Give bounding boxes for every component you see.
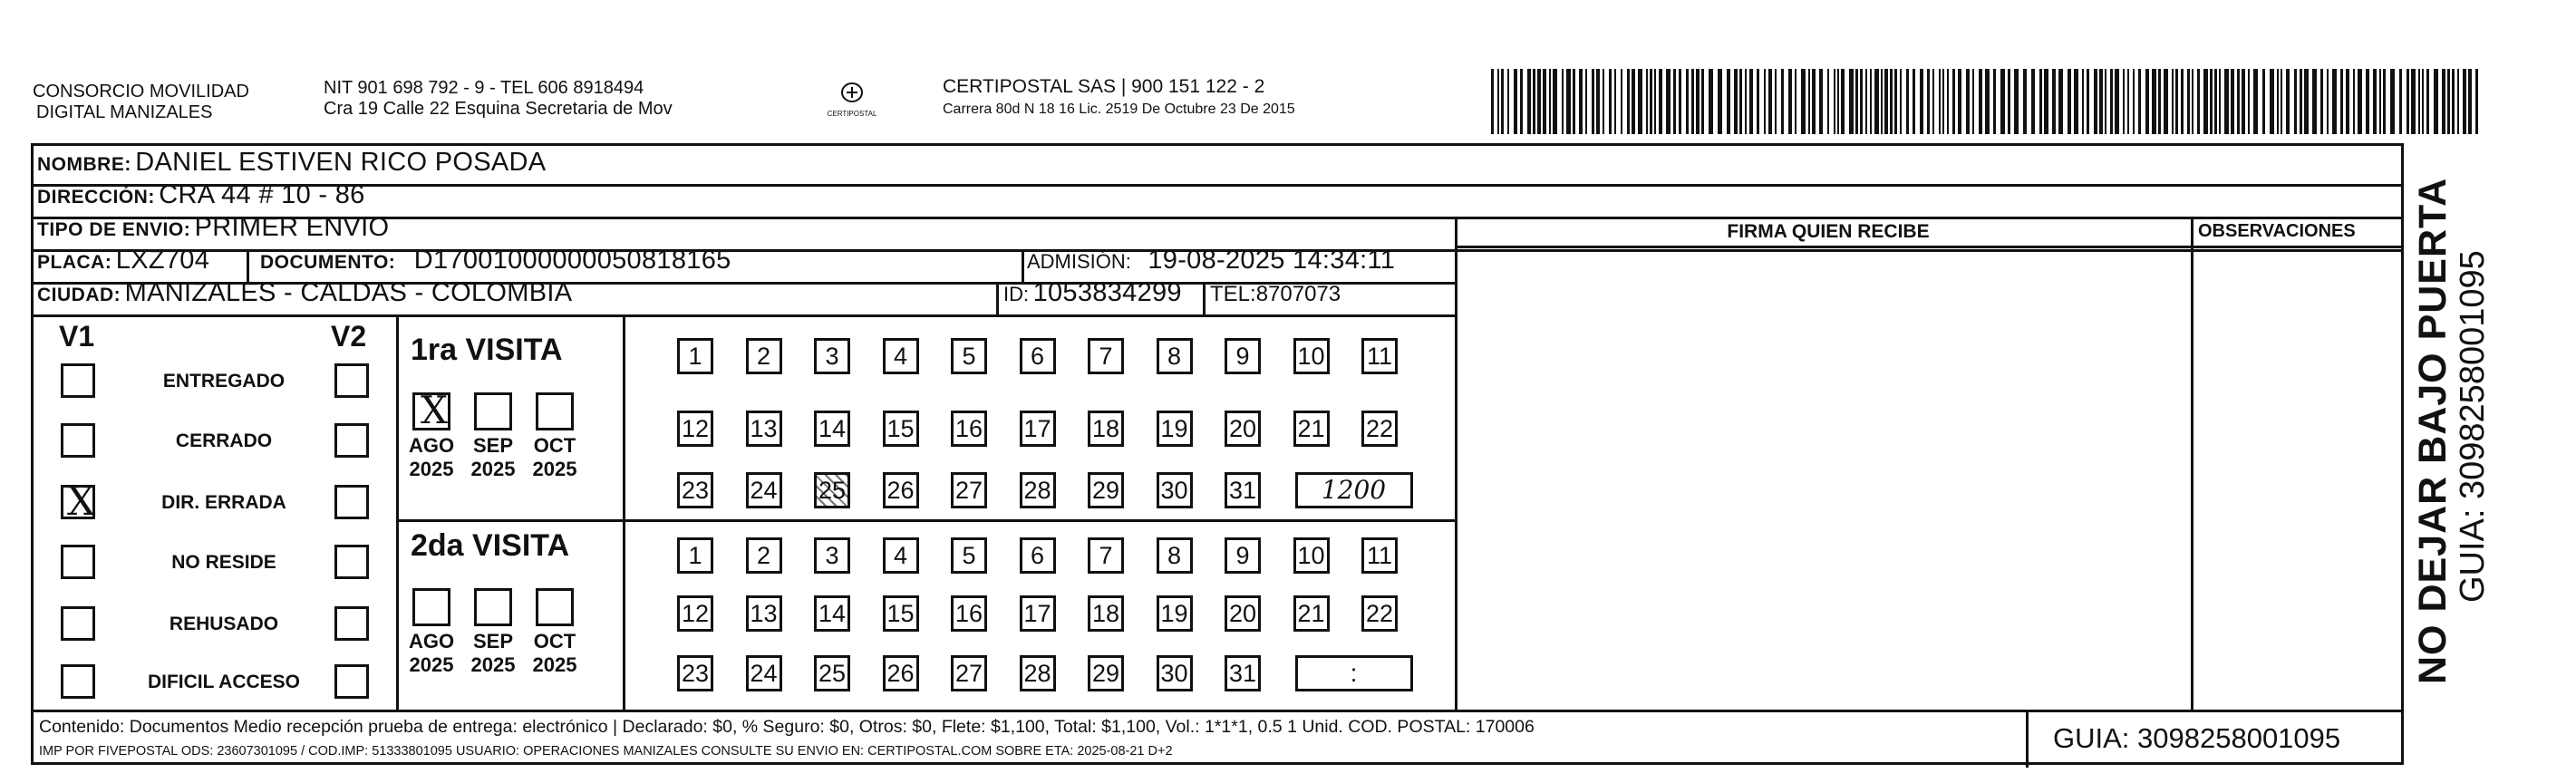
v2-checkbox-entregado[interactable] xyxy=(334,363,369,398)
observaciones-label: OBSERVACIONES xyxy=(2198,221,2356,241)
second-visit-day-9[interactable]: 9 xyxy=(1225,537,1261,574)
first-visit-title: 1ra VISITA xyxy=(411,333,563,367)
second-visit-month-label: OCT 2025 xyxy=(532,630,577,676)
first-visit-day-18[interactable]: 18 xyxy=(1088,411,1124,447)
tipo-envio-field xyxy=(37,213,389,243)
side-guia: GUIA: 3098258001095 xyxy=(2454,250,2492,603)
first-visit-month-label: AGO 2025 xyxy=(408,434,455,480)
contenido-text: Contenido: Documentos Medio recepción prueba de entrega: electrónico | Declarado: $0, % Seguro: $0, Otros: $0, Flete: $1,100, Total: $1,100, Vol.: 1*1*1, 0.5 1 Unid. COD. POSTAL: 170006 xyxy=(39,717,1535,737)
first-visit-day-12[interactable]: 12 xyxy=(677,411,713,447)
second-visit-day-20[interactable]: 20 xyxy=(1225,595,1261,632)
v2-checkbox-dificil-acceso[interactable] xyxy=(334,664,369,699)
documento-value: D17001000000050818165 xyxy=(413,246,731,275)
first-visit-day-10[interactable]: 10 xyxy=(1293,338,1330,374)
second-visit-day-14[interactable]: 14 xyxy=(814,595,850,632)
first-visit-day-15[interactable]: 15 xyxy=(883,411,919,447)
second-visit-day-15[interactable]: 15 xyxy=(883,595,919,632)
second-visit-day-30[interactable]: 30 xyxy=(1157,655,1193,691)
nombre-value: DANIEL ESTIVEN RICO POSADA xyxy=(135,148,547,177)
first-visit-day-24[interactable]: 24 xyxy=(746,472,782,508)
second-visit-day-31[interactable]: 31 xyxy=(1225,655,1261,691)
second-visit-day-2[interactable]: 2 xyxy=(746,537,782,574)
tipo-envio-label: TIPO DE ENVIO: xyxy=(37,219,191,240)
status-label-cerrado: CERRADO xyxy=(175,430,273,451)
second-visit-month-sep[interactable] xyxy=(474,588,512,626)
first-visit-day-8[interactable]: 8 xyxy=(1157,338,1193,374)
company-name xyxy=(33,82,249,123)
second-visit-day-22[interactable]: 22 xyxy=(1361,595,1398,632)
carrier-info xyxy=(943,76,1295,118)
admision-label: ADMISIÓN: xyxy=(1027,250,1131,273)
status-label-entregado: ENTREGADO xyxy=(162,371,286,392)
second-visit-day-23[interactable]: 23 xyxy=(677,655,713,691)
second-visit-title: 2da VISITA xyxy=(411,528,570,563)
first-visit-day-1[interactable]: 1 xyxy=(677,338,713,374)
second-visit-day-17[interactable]: 17 xyxy=(1020,595,1056,632)
documento-label: DOCUMENTO: xyxy=(260,252,396,273)
v2-checkbox-cerrado[interactable] xyxy=(334,423,369,458)
second-visit-day-6[interactable]: 6 xyxy=(1020,537,1056,574)
v1-header: V1 xyxy=(59,320,95,353)
ciudad-value: MANIZALES - CALDAS - COLOMBIA xyxy=(124,278,573,307)
status-label-rehusado: REHUSADO xyxy=(169,614,279,634)
ciudad-label: CIUDAD: xyxy=(37,285,121,305)
second-visit-day-12[interactable]: 12 xyxy=(677,595,713,632)
second-visit-day-24[interactable]: 24 xyxy=(746,655,782,691)
ciudad-field xyxy=(37,278,572,308)
id-label: ID: xyxy=(1003,283,1030,305)
second-visit-day-8[interactable]: 8 xyxy=(1157,537,1193,574)
no-dejar-notice: NO DEJAR BAJO PUERTA xyxy=(2411,177,2455,684)
first-visit-month-label: OCT 2025 xyxy=(532,434,577,480)
second-visit-day-4[interactable]: 4 xyxy=(883,537,919,574)
tel-label: TEL: xyxy=(1210,282,1256,306)
second-visit-day-13[interactable]: 13 xyxy=(746,595,782,632)
second-visit-day-21[interactable]: 21 xyxy=(1293,595,1330,632)
barcode xyxy=(1491,69,2481,134)
direccion-label: DIRECCIÓN: xyxy=(37,187,155,208)
first-visit-day-31[interactable]: 31 xyxy=(1225,472,1261,508)
first-visit-day-17[interactable]: 17 xyxy=(1020,411,1056,447)
first-visit-day-11[interactable]: 11 xyxy=(1361,338,1398,374)
second-visit-month-label: AGO 2025 xyxy=(408,630,455,676)
second-visit-day-26[interactable]: 26 xyxy=(883,655,919,691)
v2-checkbox-dir-errada[interactable] xyxy=(334,485,369,519)
v2-checkbox-no-reside[interactable] xyxy=(334,545,369,579)
admision-field xyxy=(1027,246,1395,276)
first-visit-day-19[interactable]: 19 xyxy=(1157,411,1193,447)
imp-text: IMP POR FIVEPOSTAL ODS: 23607301095 / COD.IMP: 51333801095 USUARIO: OPERACIONES MANIZALES CONSULTE SU ENVIO EN: CERTIPOSTAL.COM SOBRE ETA: 2025-08-21 D+2 xyxy=(39,744,1173,759)
first-visit-day-5[interactable]: 5 xyxy=(951,338,987,374)
id-field xyxy=(1003,278,1182,308)
address-line: Cra 19 Calle 22 Esquina Secretaria de Mov xyxy=(324,99,673,119)
second-visit-day-27[interactable]: 27 xyxy=(951,655,987,691)
first-visit-day-22[interactable]: 22 xyxy=(1361,411,1398,447)
first-visit-day-4[interactable]: 4 xyxy=(883,338,919,374)
v1-mark: X xyxy=(67,478,96,525)
first-visit-day-3[interactable]: 3 xyxy=(814,338,850,374)
first-visit-month-ago[interactable] xyxy=(412,388,450,432)
first-visit-day-7[interactable]: 7 xyxy=(1088,338,1124,374)
admision-value: 19-08-2025 14:34:11 xyxy=(1148,246,1396,275)
carrier-address: Carrera 80d N 18 16 Lic. 2519 De Octubre 23 De 2015 xyxy=(943,102,1295,117)
first-visit-month-oct[interactable] xyxy=(536,392,574,430)
first-visit-time-field[interactable]: 1200 xyxy=(1295,472,1413,508)
company-contact xyxy=(324,78,673,120)
second-visit-day-18[interactable]: 18 xyxy=(1088,595,1124,632)
first-visit-day-14[interactable]: 14 xyxy=(814,411,850,447)
first-visit-day-23[interactable]: 23 xyxy=(677,472,713,508)
company-line-2: DIGITAL MANIZALES xyxy=(36,102,213,122)
placa-value: LXZ704 xyxy=(115,246,210,275)
footer-guia: GUIA: 3098258001095 xyxy=(2053,722,2341,754)
first-visit-day-30[interactable]: 30 xyxy=(1157,472,1193,508)
first-visit-day-13[interactable]: 13 xyxy=(746,411,782,447)
v2-header: V2 xyxy=(331,320,367,353)
second-visit-day-7[interactable]: 7 xyxy=(1088,537,1124,574)
second-visit-month-label: SEP 2025 xyxy=(470,630,516,676)
placa-label: PLACA: xyxy=(37,252,112,273)
second-visit-day-16[interactable]: 16 xyxy=(951,595,987,632)
second-visit-day-1[interactable]: 1 xyxy=(677,537,713,574)
delivery-form xyxy=(31,143,2404,765)
first-visit-day-25[interactable]: 25 xyxy=(814,472,850,508)
tel-field xyxy=(1210,282,1341,307)
status-label-dificil-acceso: DIFICIL ACCESO xyxy=(147,672,300,692)
direccion-field xyxy=(37,180,365,210)
first-visit-day-20[interactable]: 20 xyxy=(1225,411,1261,447)
second-visit-day-28[interactable]: 28 xyxy=(1020,655,1056,691)
second-visit-time-field[interactable]: : xyxy=(1295,655,1413,691)
first-visit-day-16[interactable]: 16 xyxy=(951,411,987,447)
tel-value: 8707073 xyxy=(1255,282,1341,306)
first-visit-month-label: SEP 2025 xyxy=(470,434,516,480)
id-value: 1053834299 xyxy=(1032,278,1182,307)
v2-checkbox-rehusado[interactable] xyxy=(334,606,369,641)
first-visit-day-2[interactable]: 2 xyxy=(746,338,782,374)
second-visit-month-ago[interactable] xyxy=(412,588,450,626)
documento-field xyxy=(260,246,731,276)
placa-field xyxy=(37,246,209,276)
first-visit-day-28[interactable]: 28 xyxy=(1020,472,1056,508)
first-visit-month-sep[interactable] xyxy=(474,392,512,430)
certipostal-logo: CERTIPOSTAL xyxy=(827,82,877,118)
carrier-line: CERTIPOSTAL SAS | 900 151 122 - 2 xyxy=(943,76,1265,97)
second-visit-day-25[interactable]: 25 xyxy=(814,655,850,691)
side-notice xyxy=(2411,178,2493,684)
nit-line: NIT 901 698 792 - 9 - TEL 606 8918494 xyxy=(324,78,644,98)
first-visit-day-26[interactable]: 26 xyxy=(883,472,919,508)
first-visit-day-29[interactable]: 29 xyxy=(1088,472,1124,508)
second-visit-day-19[interactable]: 19 xyxy=(1157,595,1193,632)
status-label-dir-errada: DIR. ERRADA xyxy=(161,492,286,513)
nombre-label: NOMBRE: xyxy=(37,154,131,175)
first-visit-day-6[interactable]: 6 xyxy=(1020,338,1056,374)
status-label-no-reside: NO RESIDE xyxy=(171,552,276,573)
nombre-field xyxy=(37,148,546,178)
first-visit-day-27[interactable]: 27 xyxy=(951,472,987,508)
second-visit-day-5[interactable]: 5 xyxy=(951,537,987,574)
month-mark: X xyxy=(421,388,448,432)
second-visit-day-29[interactable]: 29 xyxy=(1088,655,1124,691)
company-line-1: CONSORCIO MOVILIDAD xyxy=(33,82,249,102)
first-visit-day-9[interactable]: 9 xyxy=(1225,338,1261,374)
tipo-envio-value: PRIMER ENVIO xyxy=(194,213,390,242)
second-visit-day-11[interactable]: 11 xyxy=(1361,537,1398,574)
first-visit-day-21[interactable]: 21 xyxy=(1293,411,1330,447)
second-visit-day-10[interactable]: 10 xyxy=(1293,537,1330,574)
second-visit-month-oct[interactable] xyxy=(536,588,574,626)
logo-icon xyxy=(838,82,866,105)
firma-label: FIRMA QUIEN RECIBE xyxy=(1727,221,1930,242)
direccion-value: CRA 44 # 10 - 86 xyxy=(159,180,365,209)
second-visit-day-3[interactable]: 3 xyxy=(814,537,850,574)
